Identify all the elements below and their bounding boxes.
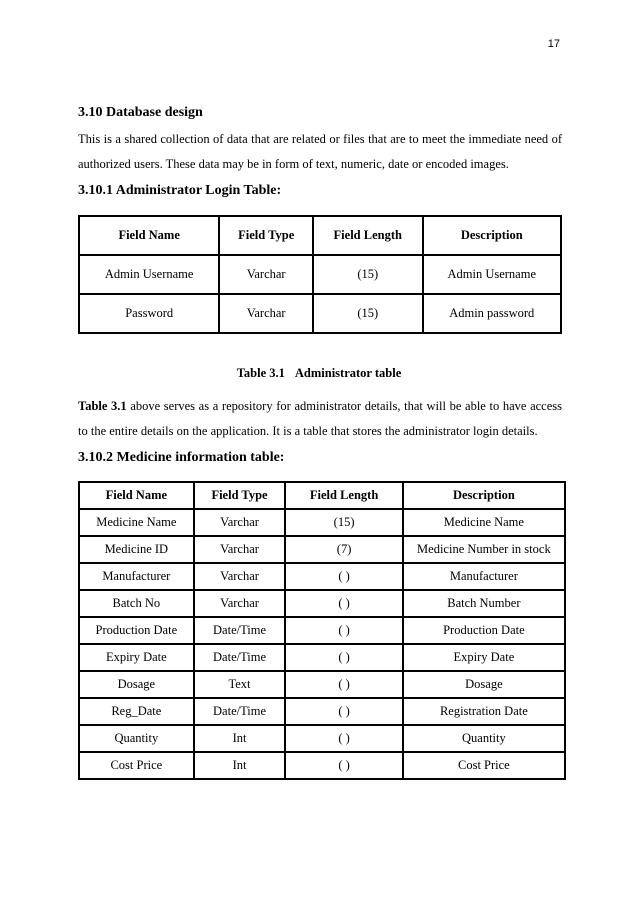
cell-description: Expiry Date <box>403 644 565 671</box>
cell-field-type: Int <box>194 752 286 779</box>
table-row <box>79 509 565 536</box>
header-description: Description <box>423 216 562 255</box>
admin-table-description <box>78 394 562 444</box>
table-row <box>79 255 561 294</box>
cell-field-name: Quantity <box>79 725 194 752</box>
cell-description: Dosage <box>403 671 565 698</box>
cell-field-length: ( ) <box>285 617 402 644</box>
page-number: 17 <box>547 38 560 50</box>
cell-field-type: Varchar <box>194 563 286 590</box>
table-row <box>79 563 565 590</box>
header-field-length: Field Length <box>313 216 423 255</box>
cell-field-type: Date/Time <box>194 698 286 725</box>
cell-field-name: Cost Price <box>79 752 194 779</box>
cell-field-name: Password <box>79 294 219 333</box>
table-row <box>79 536 565 563</box>
table-row <box>79 617 565 644</box>
cell-field-type: Varchar <box>194 536 286 563</box>
table-header-row <box>79 482 565 509</box>
cell-description: Quantity <box>403 725 565 752</box>
cell-description: Medicine Number in stock <box>403 536 565 563</box>
cell-description: Medicine Name <box>403 509 565 536</box>
caption-label: Table 3.1 <box>236 366 285 380</box>
cell-field-type: Varchar <box>194 509 286 536</box>
table-row <box>79 698 565 725</box>
header-field-type: Field Type <box>219 216 313 255</box>
cell-field-type: Int <box>194 725 286 752</box>
header-field-name: Field Name <box>79 216 219 255</box>
cell-field-length: ( ) <box>285 752 402 779</box>
medicine-info-table <box>78 481 566 780</box>
cell-field-type: Date/Time <box>194 644 286 671</box>
table-caption <box>0 366 638 381</box>
cell-field-type: Varchar <box>219 255 313 294</box>
cell-field-name: Medicine ID <box>79 536 194 563</box>
header-field-length: Field Length <box>285 482 402 509</box>
cell-field-length: (7) <box>285 536 402 563</box>
header-description: Description <box>403 482 565 509</box>
cell-field-type: Date/Time <box>194 617 286 644</box>
cell-field-name: Expiry Date <box>79 644 194 671</box>
cell-description: Admin password <box>423 294 562 333</box>
cell-field-name: Reg_Date <box>79 698 194 725</box>
cell-field-length: ( ) <box>285 698 402 725</box>
admin-login-table <box>78 215 562 334</box>
table-row <box>79 671 565 698</box>
cell-description: Batch Number <box>403 590 565 617</box>
description-text: above serves as a repository for administrator details, that will be able to have access to the entire details on the application. It is a table that stores the administrator login details. <box>78 399 562 438</box>
header-field-name: Field Name <box>79 482 194 509</box>
cell-field-type: Varchar <box>219 294 313 333</box>
table-row <box>79 725 565 752</box>
table-row <box>79 294 561 333</box>
table-row <box>79 644 565 671</box>
section-intro: This is a shared collection of data that are related or files that are to meet the immediate need of authorized users. These data may be in form of text, numeric, date or encoded images. <box>78 132 562 171</box>
section-title: 3.10 Database design <box>78 105 203 120</box>
cell-field-name: Medicine Name <box>79 509 194 536</box>
cell-field-type: Varchar <box>194 590 286 617</box>
cell-field-length: ( ) <box>285 644 402 671</box>
cell-description: Registration Date <box>403 698 565 725</box>
cell-field-length: ( ) <box>285 563 402 590</box>
cell-field-name: Admin Username <box>79 255 219 294</box>
cell-field-length: ( ) <box>285 590 402 617</box>
cell-field-length: (15) <box>313 255 423 294</box>
table-row <box>79 752 565 779</box>
cell-field-name: Production Date <box>79 617 194 644</box>
cell-field-length: (15) <box>285 509 402 536</box>
cell-field-length: ( ) <box>285 671 402 698</box>
header-field-type: Field Type <box>194 482 286 509</box>
cell-field-name: Batch No <box>79 590 194 617</box>
cell-field-type: Text <box>194 671 286 698</box>
cell-description: Admin Username <box>423 255 562 294</box>
admin-table-heading: 3.10.1 Administrator Login Table: <box>78 183 282 198</box>
cell-field-length: (15) <box>313 294 423 333</box>
cell-field-name: Dosage <box>79 671 194 698</box>
table-reference: Table 3.1 <box>78 399 127 413</box>
medicine-table-heading: 3.10.2 Medicine information table: <box>78 450 285 465</box>
table-row <box>79 590 565 617</box>
cell-description: Cost Price <box>403 752 565 779</box>
cell-description: Manufacturer <box>403 563 565 590</box>
cell-field-name: Manufacturer <box>79 563 194 590</box>
table-header-row <box>79 216 561 255</box>
cell-field-length: ( ) <box>285 725 402 752</box>
cell-description: Production Date <box>403 617 565 644</box>
caption-text: Administrator table <box>294 366 402 380</box>
